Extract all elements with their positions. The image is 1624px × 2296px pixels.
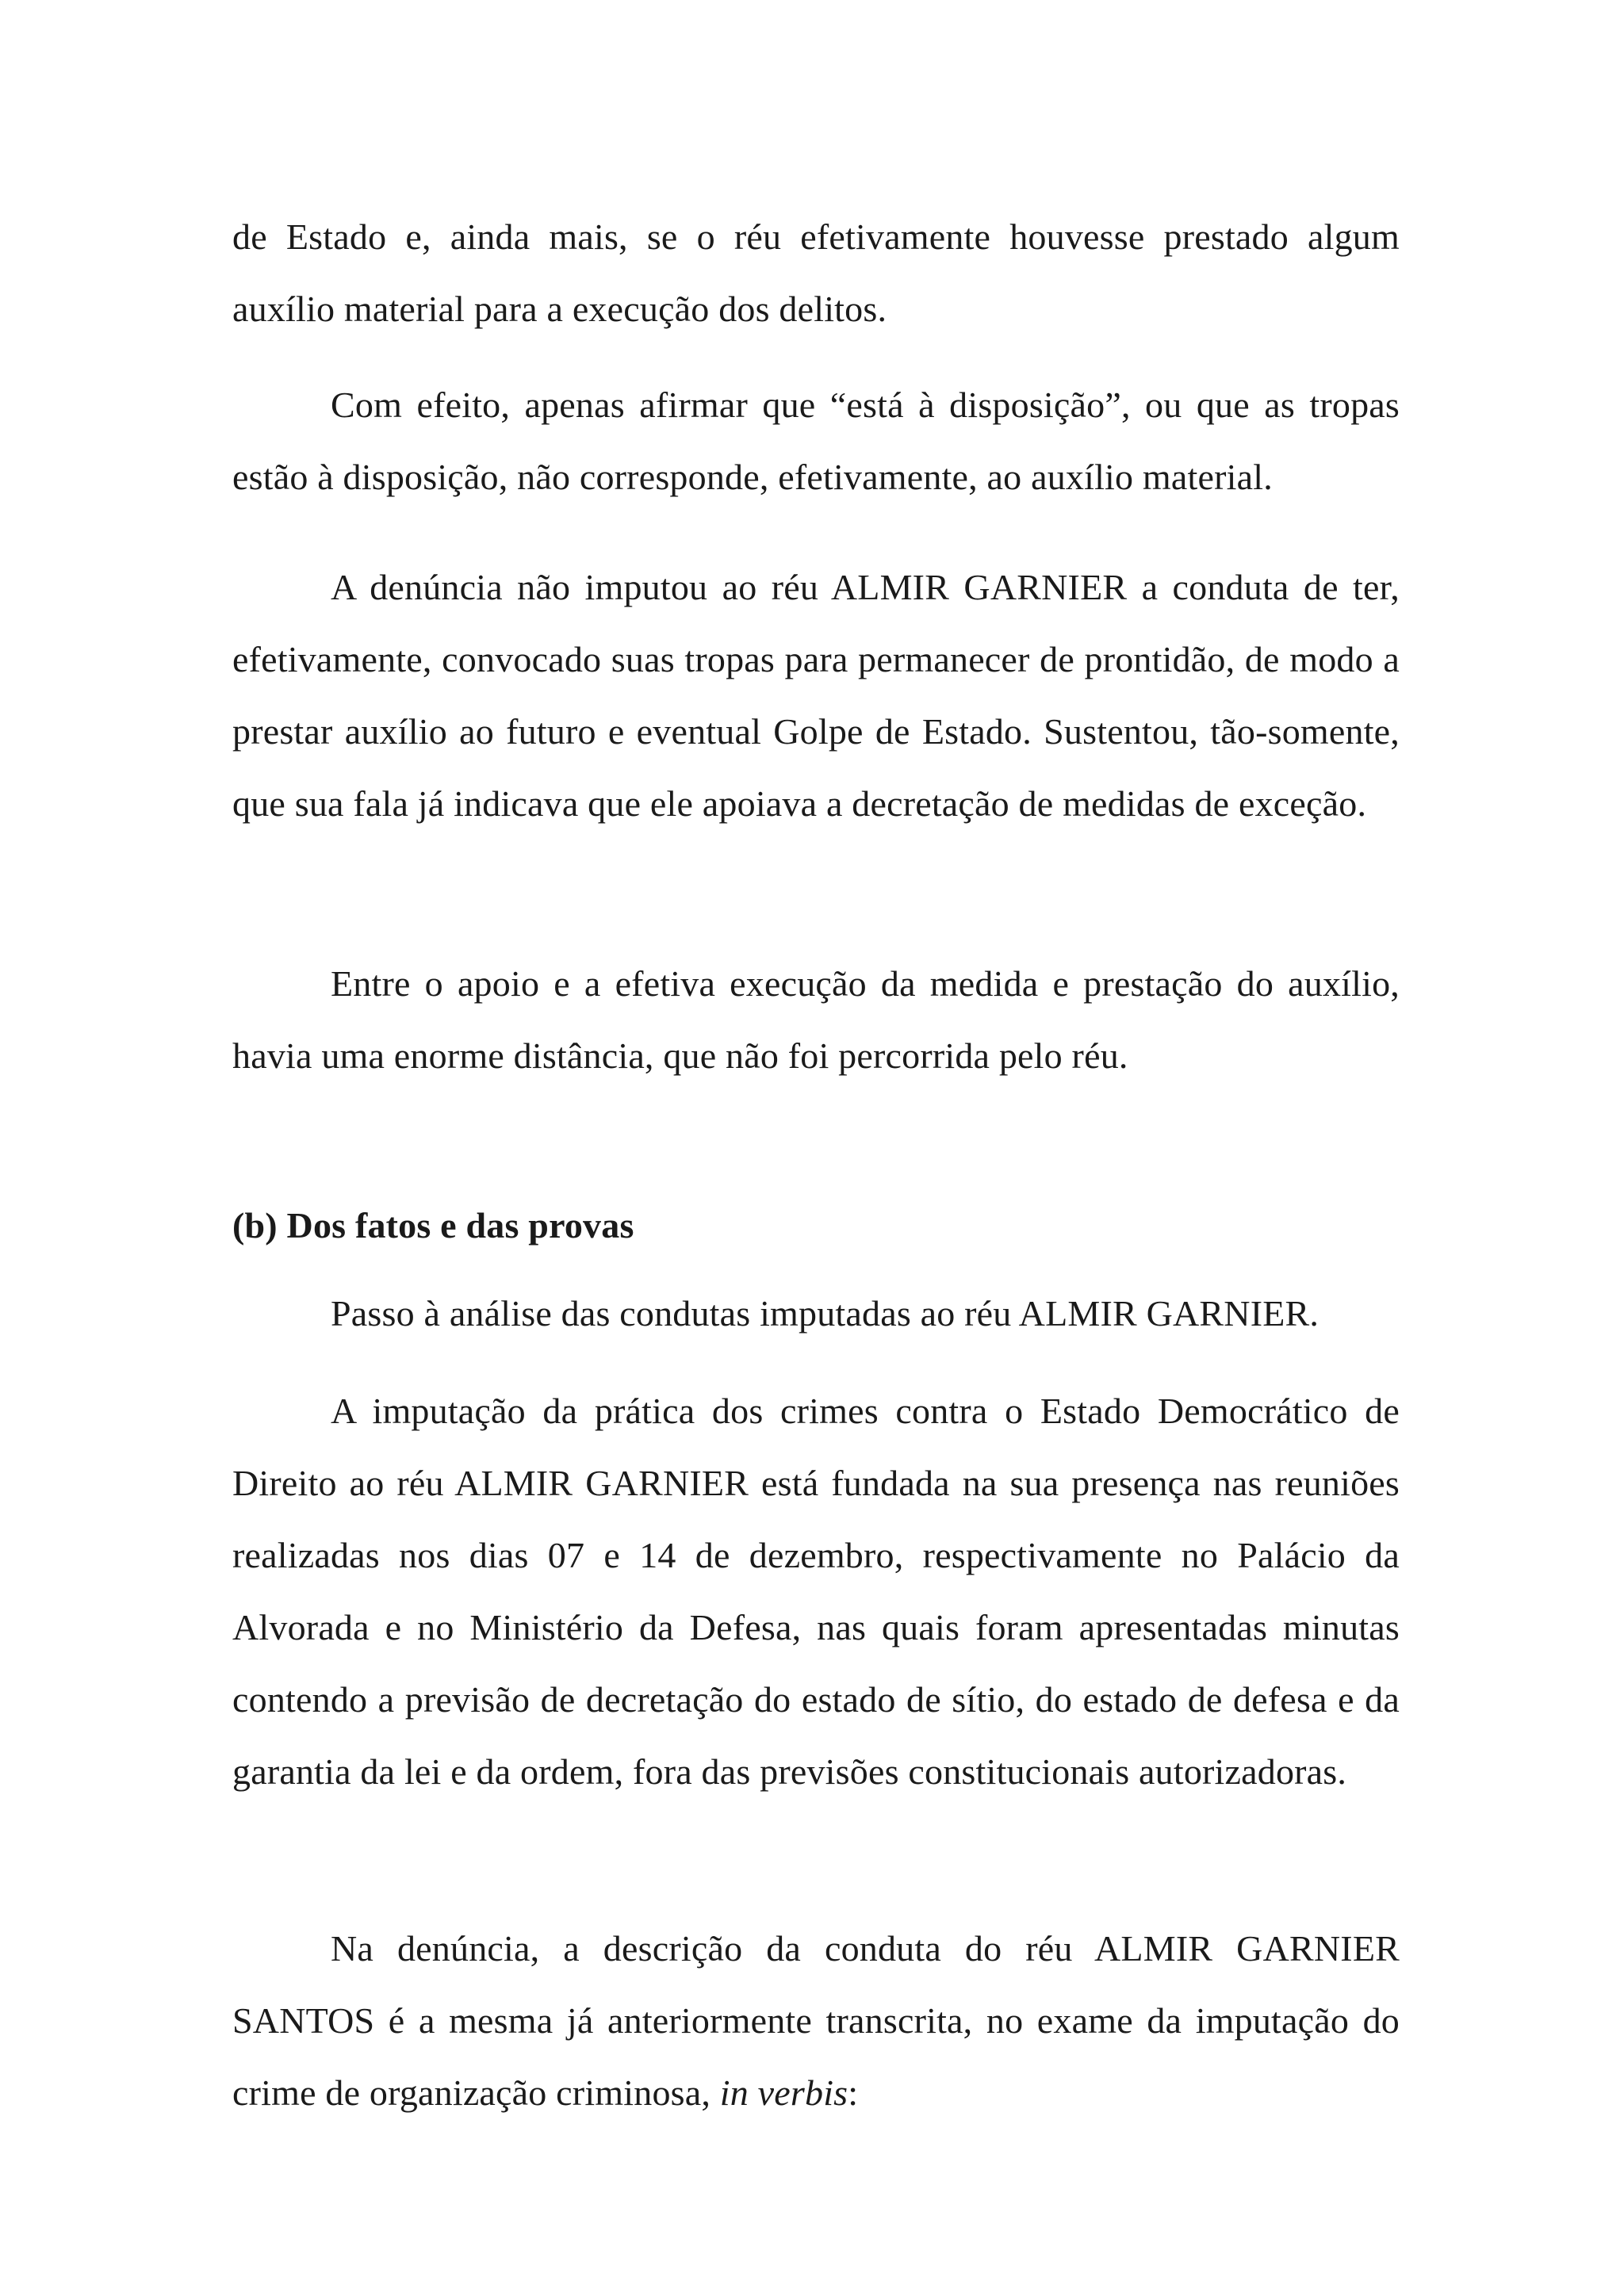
paragraph-7 — [232, 1912, 1400, 2129]
paragraph-3-block — [232, 551, 1400, 840]
section-heading: (b) Dos fatos e das provas — [232, 1205, 634, 1246]
paragraph-5-block — [232, 1277, 1400, 1349]
paragraph-2-block — [232, 369, 1400, 513]
paragraph-1: de Estado e, ainda mais, se o réu efetivamente houvesse prestado algum auxílio material para a execução dos delitos. — [232, 216, 1400, 329]
paragraph-6: A imputação da prática dos crimes contra o Estado Democrático de Direito ao réu ALMIR GARNIER está fundada na sua presença nas reuniões realizadas nos dias 07 e 14 de dezembro, respectivamente no Palácio da Alvorada e no Ministério da Defesa, nas quais foram apresentadas minutas contendo a previsão de decretação do estado de sítio, do estado de defesa e da garantia da lei e da ordem, fora das previsões constitucionais autorizadoras. — [232, 1391, 1400, 1792]
latin-phrase-in-verbis: in verbis — [719, 2072, 848, 2113]
paragraph-4: Entre o apoio e a efetiva execução da medida e prestação do auxílio, havia uma enorme distância, que não foi percorrida pelo réu. — [232, 963, 1400, 1076]
paragraph-1-block — [232, 201, 1400, 345]
paragraph-5: Passo à análise das condutas imputadas ao réu ALMIR GARNIER. — [331, 1293, 1320, 1334]
paragraph-2: Com efeito, apenas afirmar que “está à disposição”, ou que as tropas estão à disposição, não corresponde, efetivamente, ao auxílio material. — [232, 385, 1400, 497]
paragraph-4-block — [232, 947, 1400, 1092]
paragraph-7-tail: : — [848, 2072, 859, 2113]
paragraph-7-block — [232, 1912, 1400, 2129]
paragraph-6-block — [232, 1375, 1400, 1808]
section-heading-block — [232, 1189, 1400, 1261]
paragraph-7-lead: Na denúncia, a descrição da conduta do réu ALMIR GARNIER SANTOS é a mesma já anteriormente transcrita, no exame da imputação do crime de organização criminosa, — [232, 1928, 1400, 2113]
paragraph-3: A denúncia não imputou ao réu ALMIR GARNIER a conduta de ter, efetivamente, convocado suas tropas para permanecer de prontidão, de modo a prestar auxílio ao futuro e eventual Golpe de Estado. Sustentou, tão-somente, que sua fala já indicava que ele apoiava a decretação de medidas de exceção. — [232, 567, 1400, 824]
